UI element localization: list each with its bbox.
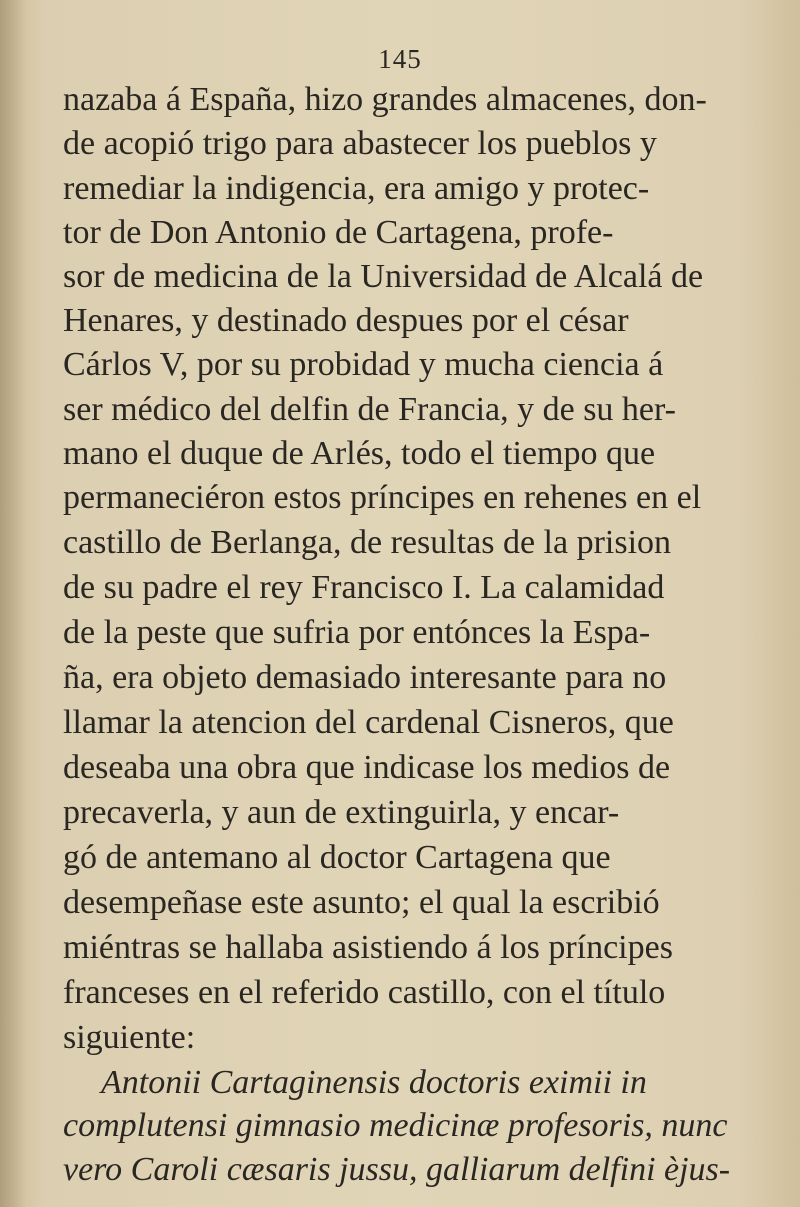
text-line-14: ña, era objeto demasiado interesante para no [63, 659, 667, 696]
text-line-2: de acopió trigo para abastecer los pueblos y [63, 125, 657, 162]
latin-title-line-1: Antonii Cartaginensis doctoris eximii in [101, 1064, 647, 1101]
text-line-10: permaneciéron estos príncipes en rehenes en el [63, 479, 702, 516]
text-line-12: de su padre el rey Francisco I. La calamidad [63, 569, 665, 606]
text-line-1: nazaba á España, hizo grandes almacenes, don- [63, 81, 707, 118]
text-line-4: tor de Don Antonio de Cartagena, profe- [63, 214, 614, 251]
text-line-7: Cárlos V, por su probidad y mucha ciencia á [63, 346, 664, 383]
text-line-11: castillo de Berlanga, de resultas de la prision [63, 524, 672, 561]
text-line-13: de la peste que sufria por entónces la Espa- [63, 614, 651, 651]
page-number: 145 [378, 44, 422, 74]
text-line-6: Henares, y destinado despues por el césar [63, 302, 629, 339]
text-line-16: deseaba una obra que indicase los medios de [63, 749, 671, 786]
latin-title-line-2: complutensi gimnasio medicinæ profesoris, nunc [63, 1107, 728, 1144]
text-line-8: ser médico del delfin de Francia, y de su her- [63, 391, 676, 428]
text-line-17: precaverla, y aun de extinguirla, y encar- [63, 794, 620, 831]
text-line-22: siguiente: [63, 1019, 196, 1056]
text-line-20: miéntras se hallaba asistiendo á los príncipes [63, 929, 673, 966]
text-line-3: remediar la indigencia, era amigo y protec- [63, 170, 650, 207]
text-line-21: franceses en el referido castillo, con el título [63, 974, 666, 1011]
text-line-15: llamar la atencion del cardenal Cisneros, que [63, 704, 674, 741]
text-line-19: desempeñase este asunto; el qual la escribió [63, 884, 660, 921]
latin-title-line-3: vero Caroli cæsaris jussu, galliarum delfini èjus- [63, 1151, 731, 1188]
page-gutter-shadow [0, 0, 26, 1207]
text-line-9: mano el duque de Arlés, todo el tiempo que [63, 435, 656, 472]
text-line-18: gó de antemano al doctor Cartagena que [63, 839, 611, 876]
text-line-5: sor de medicina de la Universidad de Alcalá de [63, 258, 704, 295]
